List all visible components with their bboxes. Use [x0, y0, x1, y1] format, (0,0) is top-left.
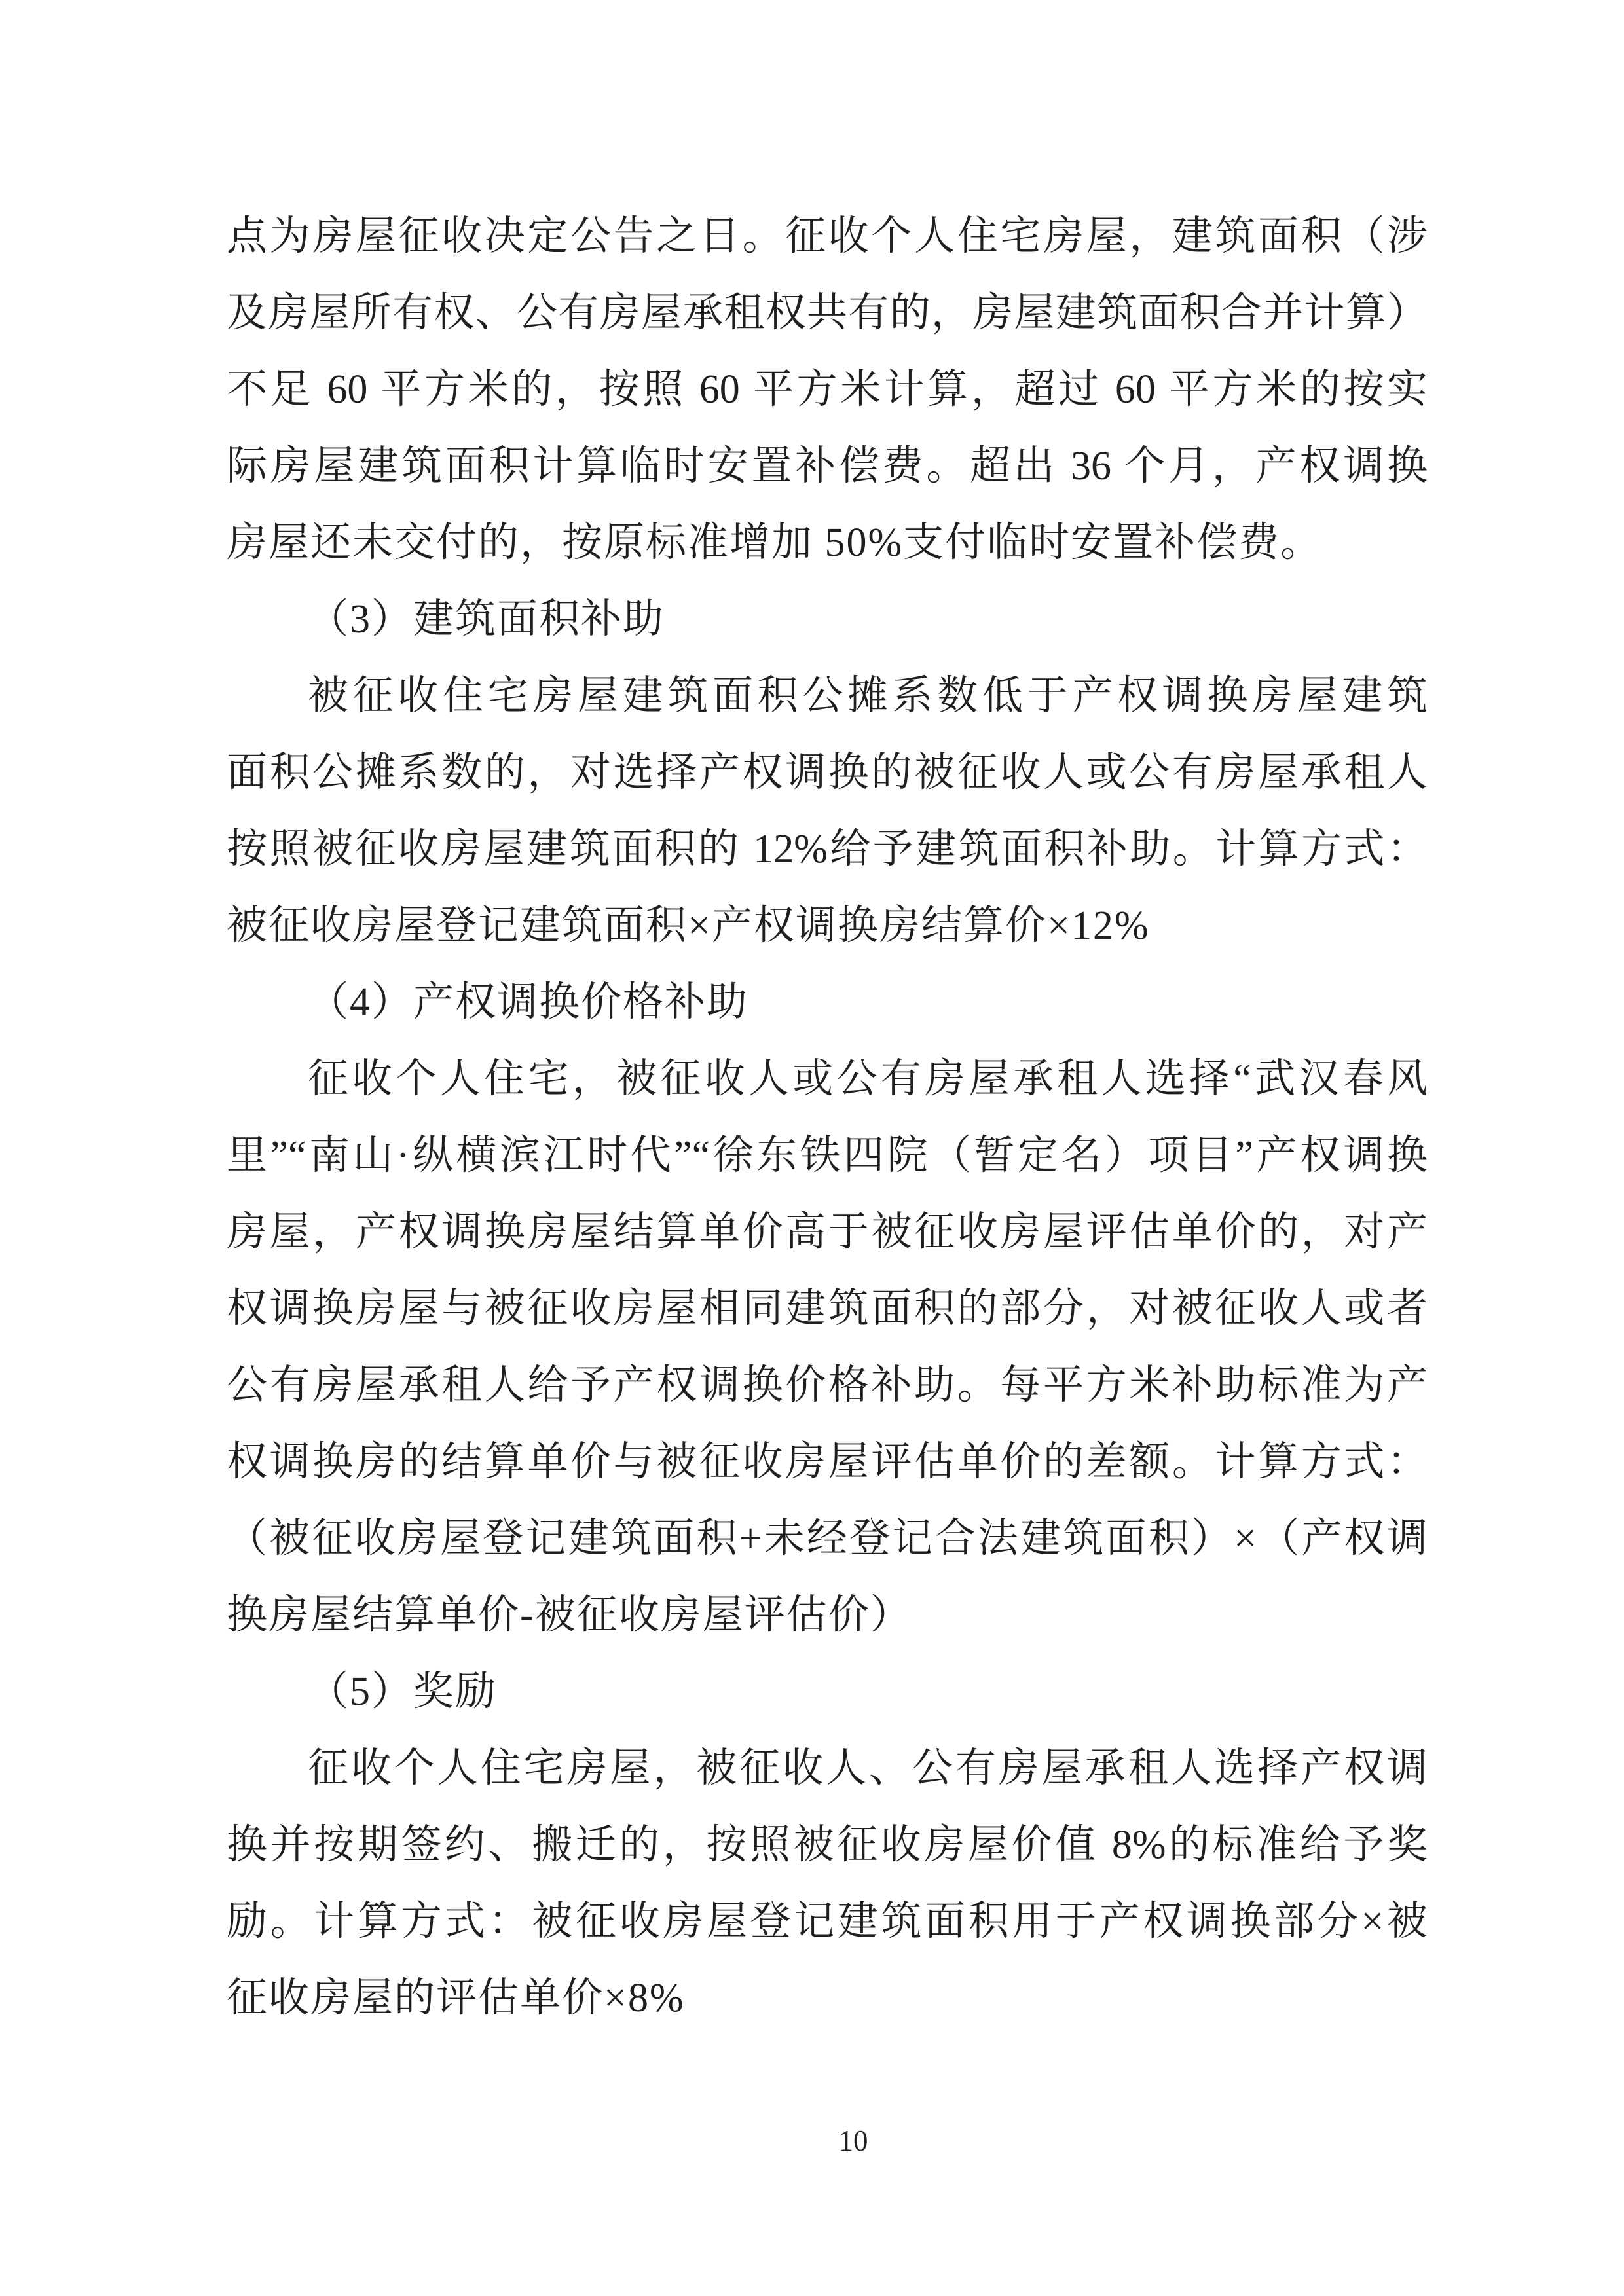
text-line: 换并按期签约、搬迁的，按照被征收房屋价值 8%的标准给予奖 [227, 1823, 1428, 1867]
text-line: 按照被征收房屋建筑面积的 12%给予建筑面积补助。计算方式： [227, 827, 1428, 871]
text-line: （5）奖励 [308, 1669, 498, 1714]
text-line: 里”“南山·纵横滨江时代”“徐东铁四院（暂定名）项目”产权调换 [227, 1133, 1428, 1178]
text-line: 点为房屋征收决定公告之日。征收个人住宅房屋，建筑面积（涉 [227, 214, 1428, 259]
text-line: 及房屋所有权、公有房屋承租权共有的，房屋建筑面积合并计算） [227, 291, 1428, 335]
text-line: 公有房屋承租人给予产权调换价格补助。每平方米补助标准为产 [227, 1363, 1428, 1408]
text-block [227, 198, 1428, 2037]
text-line: （3）建筑面积补助 [308, 597, 665, 642]
text-line: 权调换房的结算单价与被征收房屋评估单价的差额。计算方式： [227, 1440, 1428, 1484]
text-line: 权调换房屋与被征收房屋相同建筑面积的部分，对被征收人或者 [227, 1286, 1428, 1331]
text-line: 征收个人住宅房屋，被征收人、公有房屋承租人选择产权调 [308, 1746, 1428, 1791]
text-line: 房屋还未交付的，按原标准增加 50%支付临时安置补偿费。 [227, 520, 1323, 565]
page-number: 10 [838, 2124, 868, 2157]
text-line: 不足 60 平方米的，按照 60 平方米计算，超过 60 平方米的按实 [227, 367, 1428, 412]
text-line: （4）产权调换价格补助 [308, 980, 749, 1025]
text-line: 励。计算方式：被征收房屋登记建筑面积用于产权调换部分×被 [227, 1899, 1428, 1944]
text-line: 征收个人住宅，被征收人或公有房屋承租人选择“武汉春风 [308, 1057, 1428, 1101]
text-line: （被征收房屋登记建筑面积+未经登记合法建筑面积）×（产权调 [227, 1516, 1428, 1561]
text-line: 被征收房屋登记建筑面积×产权调换房结算价×12% [227, 903, 1150, 948]
text-line: 被征收住宅房屋建筑面积公摊系数低于产权调换房屋建筑 [308, 674, 1428, 718]
text-line: 面积公摊系数的，对选择产权调换的被征收人或公有房屋承租人 [227, 750, 1428, 795]
text-line: 征收房屋的评估单价×8% [227, 1976, 685, 2020]
text-line: 际房屋建筑面积计算临时安置补偿费。超出 36 个月，产权调换 [227, 444, 1428, 488]
text-line: 换房屋结算单价-被征收房屋评估价） [227, 1593, 912, 1637]
text-line: 房屋，产权调换房屋结算单价高于被征收房屋评估单价的，对产 [227, 1210, 1428, 1254]
